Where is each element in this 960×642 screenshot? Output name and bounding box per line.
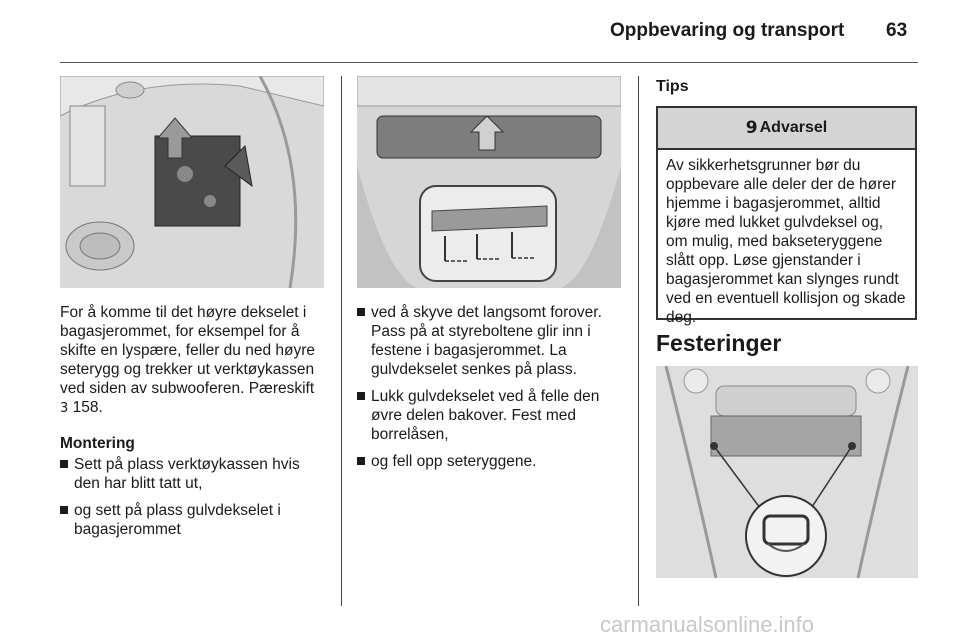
list-item: Lukk gulvdekselet ved å felle den øvre delen bakover. Fest med borrelåsen, [357,387,625,444]
watermark: carmanualsonline.info [600,612,815,637]
bullet-marker [60,506,68,514]
bullet-marker [357,392,365,400]
page-reference: 158. [72,399,103,416]
column-2-text [357,303,625,479]
warning-body: Av sikkerhetsgrunner bør du oppbevare alle deler der de hører hjemme i bagasjerommet, alltid kjøre med lukket gulvdeksel og, om mulig, med bakseteryggene slått opp. Løse gjenstander i bagasjerommet kan slynges rundt ved en eventuell kollisjon og skade deg. [666,157,906,326]
figure-cargo-rings [656,366,918,578]
page-number: 63 [886,20,908,41]
figure-floor-cover [357,76,621,288]
header-rule [60,62,918,63]
figure-toolbox-subwoofer [60,76,324,288]
warning-icon: 9 [745,118,758,138]
section-heading: Festeringer [656,330,782,356]
bullet-marker [60,460,68,468]
list-item: Sett på plass verktøykassen hvis den har blitt tatt ut, [60,455,328,493]
page-header-title: Oppbevaring og transport [610,20,845,41]
column-divider-left [341,76,342,606]
warning-box [656,106,917,326]
page-reference-icon: 3 [60,401,69,416]
list-item: ved å skyve det langsomt forover. Pass på at styreboltene glir inn i festene i bagasjerommet. La gulvdekselet senkes på plass. [357,303,625,379]
tips-heading: Tips [656,78,689,95]
list-item: og fell opp seteryggene. [357,452,625,471]
column-1-text [60,303,328,547]
warning-header [658,108,915,150]
bullet-marker [357,457,365,465]
warning-title: Advarsel [759,119,828,136]
list-item: og sett på plass gulvdekselet i bagasjerommet [60,501,328,539]
column-divider-right [638,76,639,606]
subheading-montering: Montering [60,435,135,452]
intro-paragraph: For å komme til det høyre dekselet i bagasjerommet, for eksempel for å skifte en lyspære, feller du ned høyre seterygg og trekker ut verktøykassen ved siden av subwooferen. Pæreskift [60,304,316,397]
bullet-marker [357,308,365,316]
